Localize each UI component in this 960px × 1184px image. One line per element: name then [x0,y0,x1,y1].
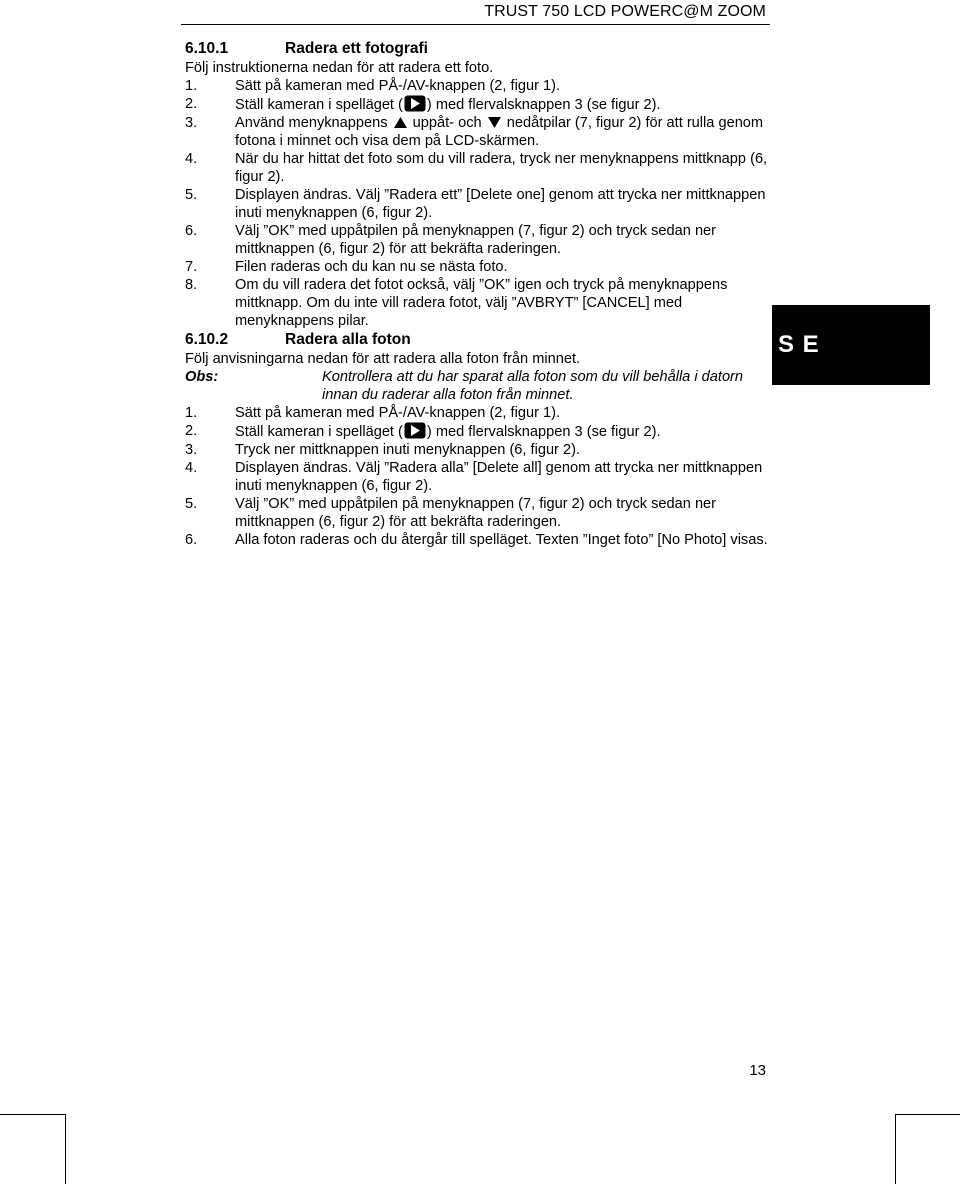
item-number: 4. [185,151,198,167]
list-item [185,459,770,495]
list-item [185,422,770,441]
section-heading-6-10-1 [185,39,770,59]
item-number: 2. [185,423,198,439]
list-item [185,441,770,459]
list-item [185,186,770,222]
list-item [185,404,770,422]
item-number: 3. [185,115,198,131]
page-number: 13 [749,1062,766,1079]
item-number: 6. [185,532,198,548]
item-number: 5. [185,187,198,203]
item-text: Välj ”OK” med uppåtpilen på menyknappen (7, figur 2) och tryck sedan ner mittknappen (6, figur 2) för att bekräfta raderingen. [235,496,717,530]
play-icon [404,422,426,439]
header-title: TRUST 750 LCD POWERC@M ZOOM [484,3,766,20]
item-text: Ställ kameran i spelläget ( ) med flervalsknappen 3 (se figur 2). [235,424,661,440]
item-number: 2. [185,96,198,112]
list-item [185,258,770,276]
item-number: 6. [185,223,198,239]
section-intro: Följ instruktionerna nedan för att radera ett foto. [185,60,494,76]
language-tab: S E [772,305,930,385]
down-arrow-icon [488,117,501,128]
crop-mark [895,1114,960,1115]
up-arrow-icon [394,117,407,128]
header-rule [181,24,770,25]
page-content [185,39,770,549]
crop-mark [0,1114,66,1115]
section-heading-6-10-2 [185,330,770,350]
section-number: 6.10.2 [185,331,229,348]
crop-mark [895,1114,896,1184]
list-item [185,495,770,531]
list-item [185,150,770,186]
section-number: 6.10.1 [185,40,229,57]
item-text: Sätt på kameran med PÅ-/AV-knappen (2, figur 1). [235,405,561,421]
list-item [185,95,770,114]
play-icon [404,95,426,112]
item-number: 8. [185,277,198,293]
section-intro: Följ anvisningarna nedan för att radera alla foton från minnet. [185,351,581,367]
list-item [185,531,770,549]
item-number: 3. [185,442,198,458]
item-text: Displayen ändras. Välj ”Radera ett” [Delete one] genom att trycka ner mittknappen inuti menyknappen (6, figur 2). [235,187,766,221]
item-text: Tryck ner mittknappen inuti menyknappen (6, figur 2). [235,442,581,458]
list-item [185,114,770,150]
section-title: Radera alla foton [285,331,411,348]
section-title: Radera ett fotografi [285,40,428,57]
crop-mark [65,1114,66,1184]
list-item [185,276,770,330]
note-text: Kontrollera att du har sparat alla foton som du vill behålla i datorn innan du raderar alla foton från minnet. [322,369,744,403]
item-text: Displayen ändras. Välj ”Radera alla” [Delete all] genom att trycka ner mittknappen inuti menyknappen (6, figur 2). [235,460,763,494]
item-text: Om du vill radera det fotot också, välj ”OK” igen och tryck på menyknappens mittknapp. Om du inte vill radera fotot, välj ”AVBRYT” [CANCEL] med menyknappens pilar. [235,277,728,329]
item-number: 4. [185,460,198,476]
item-number: 1. [185,405,198,421]
item-text: Filen raderas och du kan nu se nästa foto. [235,259,508,275]
item-number: 1. [185,78,198,94]
item-number: 5. [185,496,198,512]
item-text: Använd menyknappens uppåt- och nedåtpilar (7, figur 2) för att rulla genom fotona i minnet och visa dem på LCD-skärmen. [235,115,764,149]
list-item [185,222,770,258]
item-text: Alla foton raderas och du återgår till spelläget. Texten ”Inget foto” [No Photo] visas. [235,532,768,548]
item-text: Ställ kameran i spelläget ( ) med flervalsknappen 3 (se figur 2). [235,97,661,113]
item-number: 7. [185,259,198,275]
note [185,368,770,404]
item-text: Välj ”OK” med uppåtpilen på menyknappen (7, figur 2) och tryck sedan ner mittknappen (6, figur 2) för att bekräfta raderingen. [235,223,717,257]
item-text: Sätt på kameran med PÅ-/AV-knappen (2, figur 1). [235,78,561,94]
item-text: När du har hittat det foto som du vill radera, tryck ner menyknappens mittknapp (6, figur 2). [235,151,768,185]
note-label: Obs: [185,369,219,385]
list-item [185,77,770,95]
